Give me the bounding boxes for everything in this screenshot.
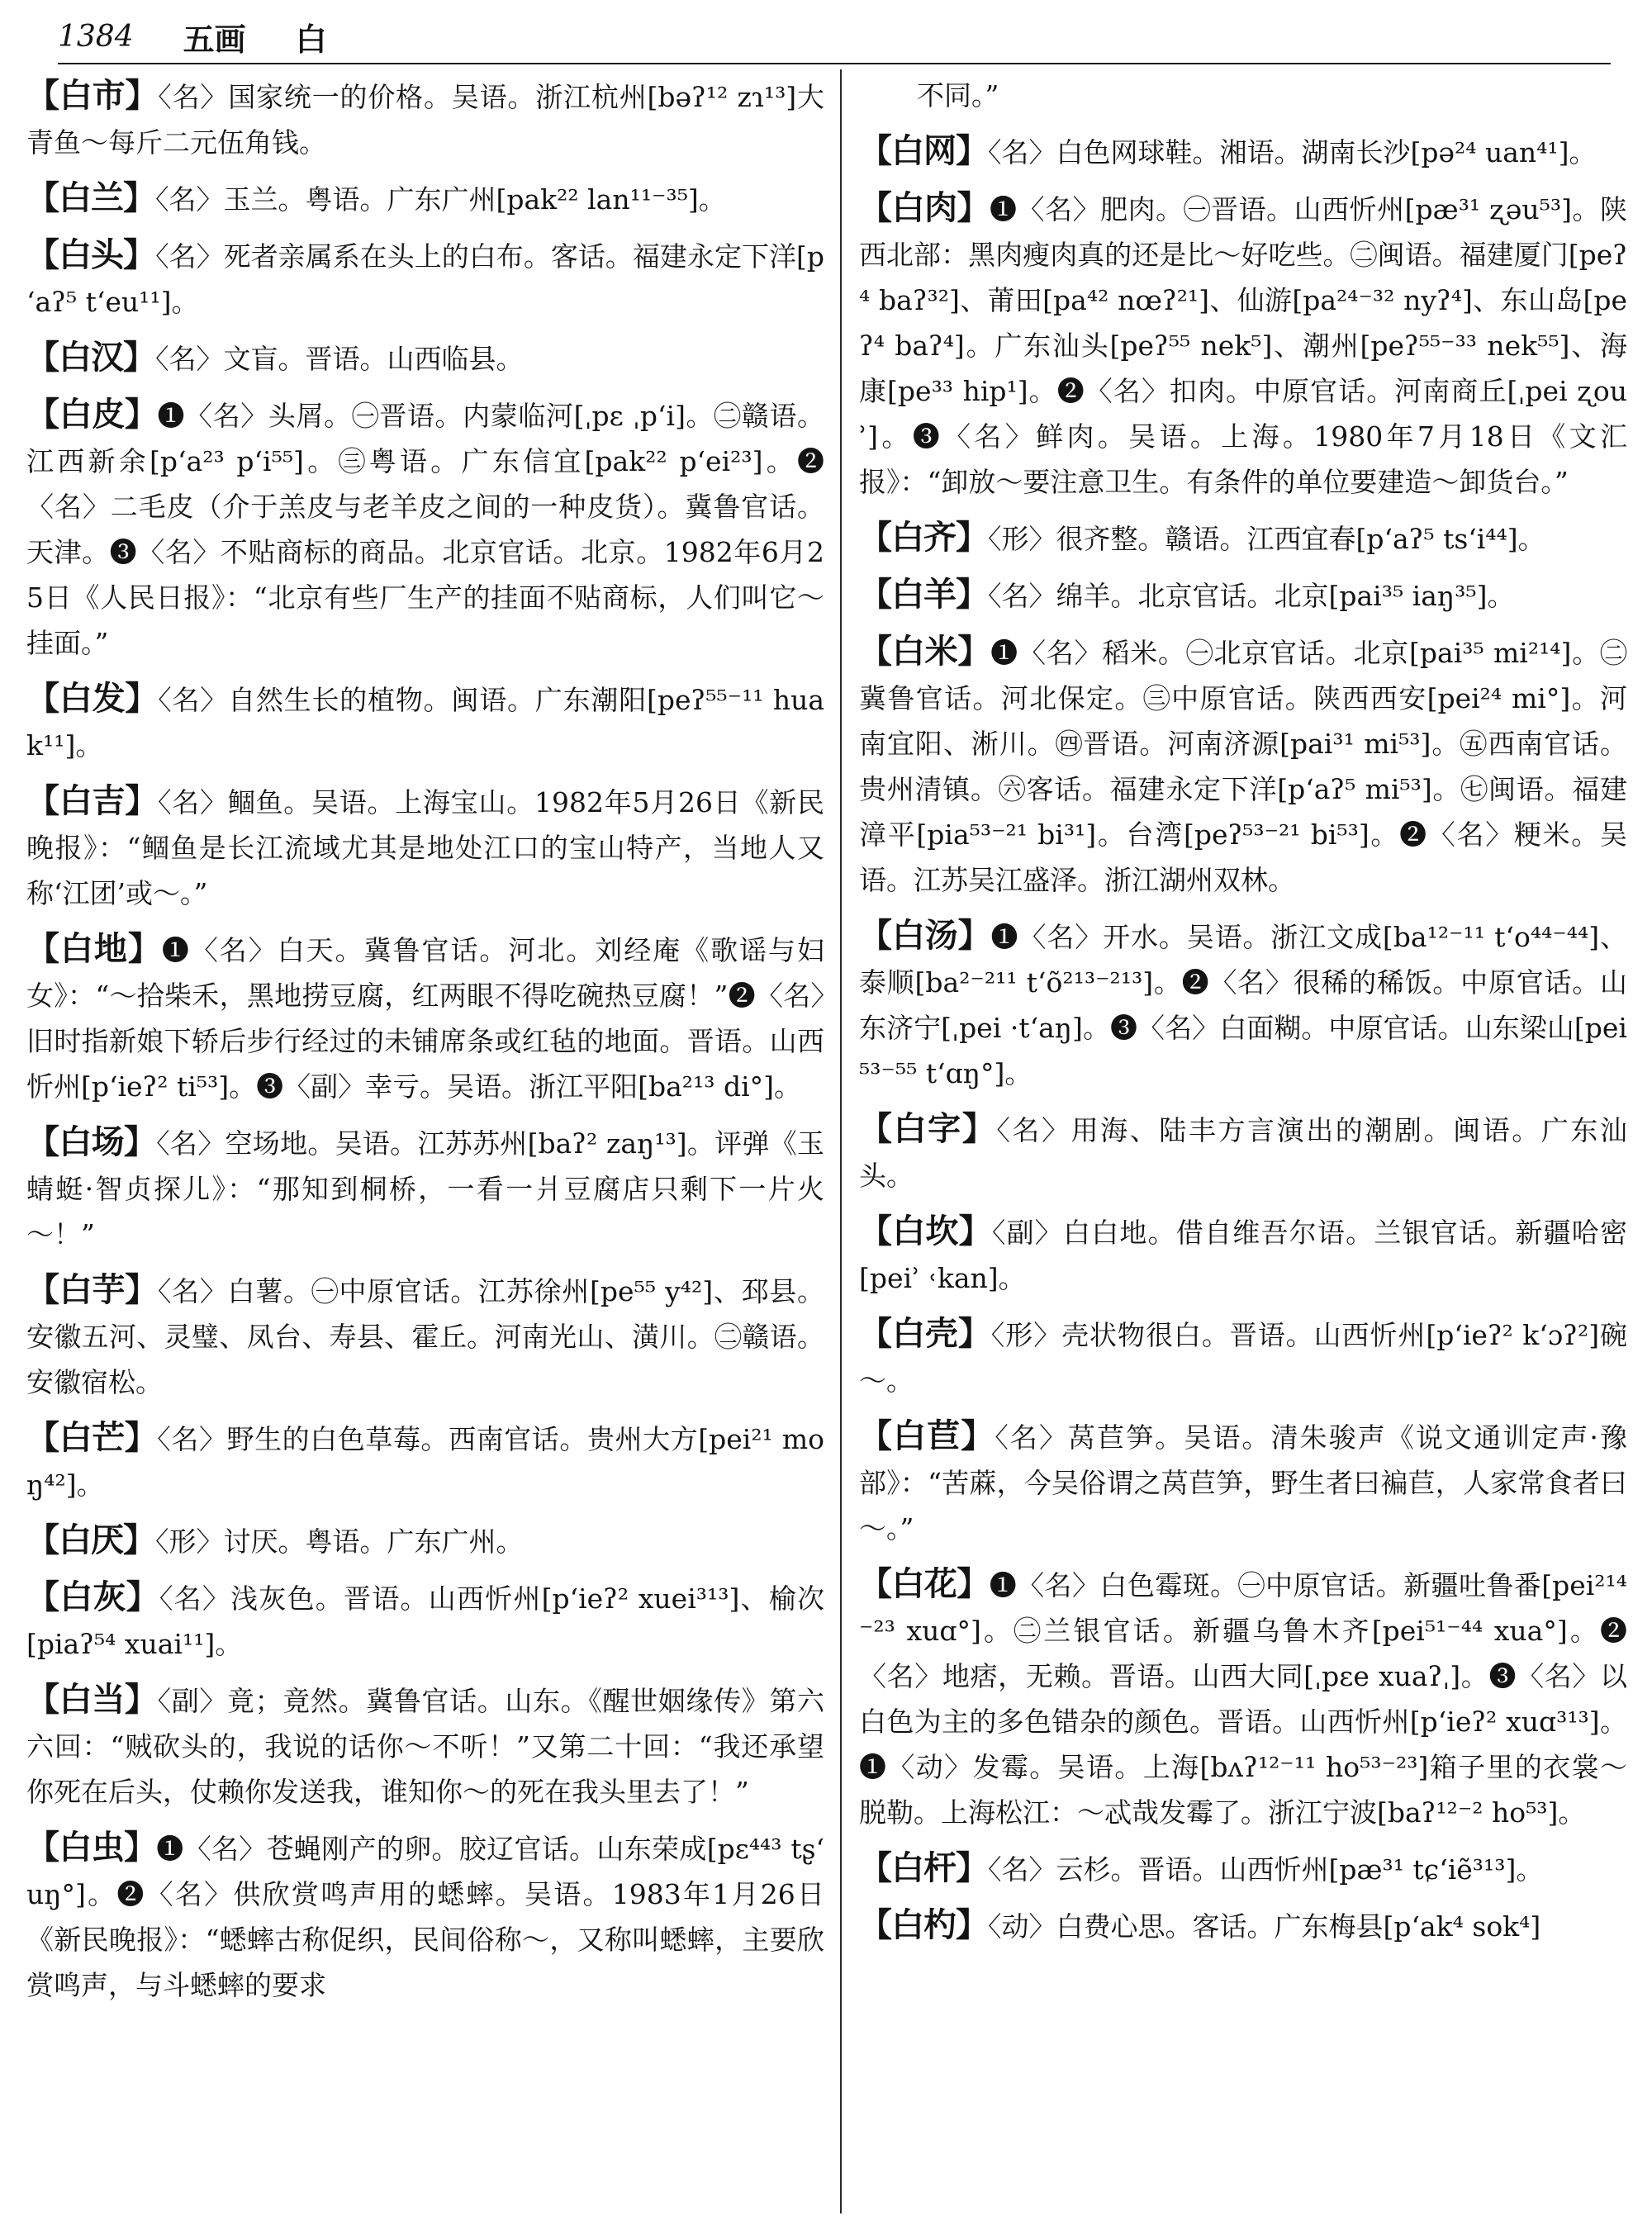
dictionary-entry (859, 185, 1627, 505)
header-rule (58, 63, 1611, 64)
entry-headword: 【白灰】 (26, 1578, 159, 1616)
entry-headword: 【白汉】 (26, 338, 155, 377)
entry-headword: 【白字】 (859, 1109, 997, 1148)
entry-headword: 【白坎】 (859, 1212, 992, 1250)
dictionary-entry (859, 1106, 1627, 1198)
entry-headword: 【白米】 (859, 632, 991, 671)
entry-headword: 【白杓】 (859, 1905, 988, 1944)
radical-label: 白 (295, 20, 327, 58)
dictionary-entry (26, 1574, 824, 1667)
dictionary-entry (859, 1561, 1627, 1835)
entry-headword: 【白市】 (26, 76, 159, 115)
dictionary-entry (859, 572, 1627, 619)
entry-headword: 【白地】 (26, 929, 162, 968)
entry-definition: 〈名〉自然生长的植物。闽语。广东潮阳[peʔ⁵⁵⁻¹¹ huak¹¹]。 (26, 684, 824, 762)
entry-definition: 〈名〉文盲。晋语。山西临县。 (155, 343, 524, 375)
entry-headword: 【白苣】 (859, 1416, 995, 1455)
entry-definition: ❶〈名〉白色霉斑。㊀中原官话。新疆吐鲁番[pei²¹⁴⁻²³ xuɑ°]。㊁兰银官话。新疆乌鲁木齐[pei⁵¹⁻⁴⁴ xua°]。❷〈名〉地痞，无赖。晋语。山西大同[ˌpɛe xuaʔˌ]。❸〈名〉以白色为主的多色错杂的颜色。晋语。山西忻州[pʻieʔ² xuɑ³¹³]。❶〈动〉发霉。吴语。上海[bʌʔ¹²⁻¹¹ ho⁵³⁻²³]箱子里的衣裳～脱勒。上海松江：～忒哉发霉了。浙江宁波[baʔ¹²⁻² ho⁵³]。 (859, 1569, 1627, 1829)
entry-definition: ❶〈名〉白天。冀鲁官话。河北。刘经庵《歌谣与妇女》：“～拾柴禾，黑地捞豆腐，红两眼不得吃碗热豆腐！”❷〈名〉旧时指新娘下轿后步行经过的未铺席条或红毡的地面。晋语。山西忻州[pʻieʔ² ti⁵³]。❸〈副〉幸亏。吴语。浙江平阳[ba²¹³ di°]。 (26, 934, 824, 1103)
entry-definition: 〈动〉白费心思。客话。广东梅县[pʻak⁴ sok⁴] (988, 1910, 1541, 1943)
dictionary-entry (26, 1677, 824, 1815)
entry-definition: 〈名〉莴苣笋。吴语。清朱骏声《说文通训定声·豫部》：“苦蔴，今吴俗谓之莴苣笋，野生者曰褊苣，人家常食者曰～。” (859, 1421, 1627, 1544)
dictionary-entry (26, 778, 824, 916)
continuation-text: 不同。” (917, 79, 999, 112)
entry-headword: 【白汤】 (859, 916, 991, 955)
entry-definition: ❶〈名〉头屑。㊀晋语。内蒙临河[ˌpɛ ˌpʻi]。㊁赣语。江西新余[pʻa²³ pʻi⁵⁵]。㊂粤语。广东信宜[pak²² pʻei²³]。❷〈名〉二毛皮（介于羔皮与老羊皮之间的一种皮货）。冀鲁官话。天津。❸〈名〉不贴商标的商品。北京官话。北京。1982年6月25日《人民日报》：“北京有些厂生产的挂面不贴商标，人们叫它～挂面。” (26, 400, 824, 659)
page-header (58, 12, 1611, 61)
dictionary-entry (26, 926, 824, 1109)
entry-definition: 〈副〉白白地。借自维吾尔语。兰银官话。新疆哈密[peiʾ ˓kan]。 (859, 1217, 1627, 1294)
dictionary-entry (859, 1845, 1627, 1892)
entry-definition: 〈名〉绵羊。北京官话。北京[pai³⁵ iaŋ³⁵]。 (988, 580, 1515, 612)
entry-definition: 〈名〉用海、陆丰方言演出的潮剧。闽语。广东汕头。 (859, 1114, 1627, 1192)
dictionary-entry (859, 1902, 1627, 1949)
entry-definition: 〈名〉死者亲属系在头上的白布。客话。福建永定下洋[pʻaʔ⁵ tʻeu¹¹]。 (26, 240, 824, 318)
entry-headword: 【白发】 (26, 679, 159, 718)
entry-definition: 〈名〉野生的白色草莓。西南官话。贵州大方[pei²¹ moŋ⁴²]。 (26, 1423, 824, 1501)
entry-definition: 〈副〉竟；竟然。冀鲁官话。山东。《醒世姻缘传》第六六回：“贼砍头的，我说的话你～不听！”又第二十回：“我还承望你死在后头，仗赖你发送我，谁知你～的死在我头里去了！” (26, 1685, 824, 1808)
entry-definition: ❶〈名〉苍蝇刚产的卵。胶辽官话。山东荣成[pɛ⁴⁴³ tʂʻuŋ°]。❷〈名〉供欣赏鸣声用的蟋蟀。吴语。1983年1月26日《新民晚报》：“蟋蟀古称促织，民间俗称～，又称叫蟋蟀，主要欣赏鸣声，与斗蟋蟀的要求 (26, 1833, 824, 2001)
entry-definition: 〈名〉白色网球鞋。湘语。湖南长沙[pə²⁴ uan⁴¹]。 (988, 136, 1597, 168)
dictionary-entry (859, 1311, 1627, 1403)
dictionary-entry (859, 913, 1627, 1096)
entry-definition: 〈形〉壳状物很白。晋语。山西忻州[pʻieʔ² kʻɔʔ²]碗～。 (859, 1319, 1627, 1397)
entry-headword: 【白吉】 (26, 781, 159, 820)
dictionary-entry (859, 629, 1627, 903)
dictionary-entry (26, 1415, 824, 1507)
entry-headword: 【白杆】 (859, 1848, 988, 1887)
right-column (859, 73, 1627, 2212)
entry-headword: 【白壳】 (859, 1314, 991, 1353)
entry-headword: 【白花】 (859, 1564, 990, 1603)
entry-headword: 【白芒】 (26, 1418, 158, 1457)
entry-definition: 〈名〉白薯。㊀中原官话。江苏徐州[pe⁵⁵ y⁴²]、邳县。安徽五河、灵璧、凤台、寿县、霍丘。河南光山、潢川。㊁赣语。安徽宿松。 (26, 1275, 824, 1398)
entry-definition: ❶〈名〉稻米。㊀北京官话。北京[pai³⁵ mi²¹⁴]。㊁冀鲁官话。河北保定。㊂中原官话。陕西西安[pei²⁴ mi°]。河南宜阳、淅川。㊃晋语。河南济源[pai³¹ mi⁵³]。㊄西南官话。贵州清镇。㊅客话。福建永定下洋[pʻaʔ⁵ mi⁵³]。㊆闽语。福建漳平[pia⁵³⁻²¹ bi³¹]。台湾[peʔ⁵³⁻²¹ bi⁵³]。❷〈名〉粳米。吴语。江苏吴江盛泽。浙江湖州双林。 (859, 637, 1627, 896)
dictionary-entry (859, 1413, 1627, 1551)
dictionary-entry (26, 676, 824, 768)
entry-headword: 【白场】 (26, 1122, 157, 1161)
entry-headword: 【白芋】 (26, 1270, 158, 1309)
entry-definition: ❶〈名〉肥肉。㊀晋语。山西忻州[pæ³¹ ʐəu⁵³]。陕西北部：黑肉瘦肉真的还是比～好吃些。㊁闽语。福建厦门[peʔ⁴ baʔ³²]、莆田[pa⁴² nœʔ²¹]、仙游[pa²⁴⁻³² nyʔ⁴]、东山岛[peʔ⁴ baʔ⁴]。广东汕头[peʔ⁵⁵ nek⁵]、潮州[peʔ⁵⁵⁻³³ nek⁵⁵]、海康[pe³³ hip¹]。❷〈名〉扣肉。中原官话。河南商丘[ˌpei ʐouʾ]。❸〈名〉鲜肉。吴语。上海。1980年7月18日《文汇报》：“卸放～要注意卫生。有条件的单位要建造～卸货台。” (859, 193, 1627, 498)
entry-headword: 【白肉】 (859, 188, 990, 227)
dictionary-entry (859, 128, 1627, 175)
entry-headword: 【白头】 (26, 235, 156, 274)
left-column (26, 73, 824, 2212)
dictionary-entry (859, 515, 1627, 562)
dictionary-entry (26, 391, 824, 666)
entry-headword: 【白当】 (26, 1680, 158, 1719)
dictionary-entry (859, 1208, 1627, 1301)
entry-definition: 〈形〉讨厌。粤语。广东广州。 (155, 1525, 524, 1558)
entry-headword: 【白虫】 (26, 1828, 157, 1867)
dictionary-entry (26, 334, 824, 382)
entry-definition: 〈名〉云杉。晋语。山西忻州[pæ³¹ tɕʻiẽ³¹³]。 (988, 1853, 1544, 1886)
dictionary-entry (26, 1824, 824, 2008)
entry-definition: 〈名〉鲴鱼。吴语。上海宝山。1982年5月26日《新民晚报》：“鲴鱼是长江流域尤其是地处江口的宝山特产，当地人又称‘江团’或～。” (26, 786, 824, 909)
dictionary-entry (26, 1517, 824, 1564)
entry-definition: 〈名〉浅灰色。晋语。山西忻州[pʻieʔ² xuei³¹³]、榆次[piaʔ⁵⁴ xuai¹¹]。 (26, 1582, 824, 1660)
entry-headword: 【白羊】 (859, 575, 988, 614)
dictionary-entry (26, 73, 824, 165)
entry-definition: 〈形〉很齐整。赣语。江西宜春[pʻaʔ⁵ tsʻi⁴⁴]。 (988, 523, 1545, 555)
dictionary-entry (26, 175, 824, 222)
entry-headword: 【白兰】 (26, 178, 155, 217)
section-label: 五画 (183, 20, 246, 58)
entry-headword: 【白网】 (859, 131, 988, 170)
entry-headword: 【白齐】 (859, 518, 988, 557)
entry-headword: 【白皮】 (26, 395, 158, 434)
entry-definition: 〈名〉国家统一的价格。吴语。浙江杭州[bəʔ¹² zɿ¹³]大青鱼～每斤二元伍角钱。 (26, 81, 824, 159)
entry-definition: ❶〈名〉开水。吴语。浙江文成[ba¹²⁻¹¹ tʻo⁴⁴⁻⁴⁴]、泰顺[ba²⁻²¹¹ tʻõ²¹³⁻²¹³]。❷〈名〉很稀的稀饭。中原官话。山东济宁[ˌpei ·tʻaŋ]。❸〈名〉白面糊。中原官话。山东梁山[pei⁵³⁻⁵⁵ tʻɑŋ°]。 (859, 921, 1627, 1089)
dictionary-entry (26, 1119, 824, 1257)
entry-definition: 〈名〉玉兰。粤语。广东广州[pak²² lan¹¹⁻³⁵]。 (155, 183, 726, 216)
dictionary-entry (26, 232, 824, 325)
page-number: 1384 (58, 19, 134, 54)
entry-definition: 〈名〉空场地。吴语。江苏苏州[baʔ² zaŋ¹³]。评弹《玉蜻蜓·智贞探儿》：“那知到桐桥，一看一爿豆腐店只剩下一片火～！” (26, 1127, 824, 1250)
entry-headword: 【白厌】 (26, 1521, 155, 1559)
dictionary-entry (26, 1267, 824, 1405)
column-divider (840, 69, 842, 2213)
